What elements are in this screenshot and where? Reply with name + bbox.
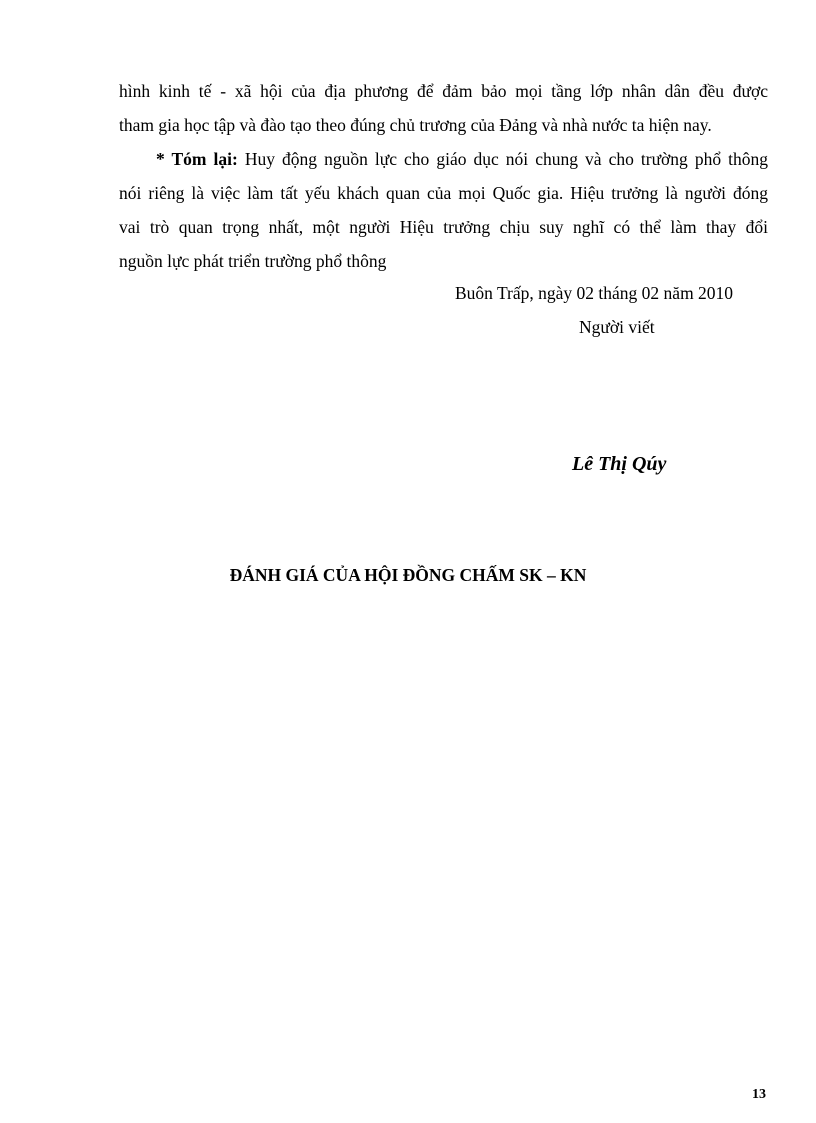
paragraph-first-line — [119, 142, 768, 176]
paragraph-line: hình kinh tế - xã hội của địa phương để đảm bảo mọi tầng lớp nhân dân đều được — [119, 81, 768, 101]
paragraph-line-text: Huy động nguồn lực cho giáo dục nói chung và cho trường phổ thông — [237, 149, 768, 169]
writer-role: Người viết — [579, 317, 655, 337]
paragraph-line: nguồn lực phát triển trường phổ thông — [119, 251, 387, 271]
author-name: Lê Thị Qúy — [572, 453, 667, 475]
page-number: 13 — [752, 1087, 766, 1102]
paragraph-intro — [119, 74, 768, 142]
paragraph-line: nói riêng là việc làm tất yếu khách quan của mọi Quốc gia. Hiệu trưởng là người đóng — [119, 183, 768, 203]
paragraph-line: tham gia học tập và đào tạo theo đúng chủ trương của Đảng và nhà nước ta hiện nay. — [119, 115, 712, 135]
paragraph-summary — [119, 142, 768, 278]
paragraph-line: vai trò quan trọng nhất, một người Hiệu trưởng chịu suy nghĩ có thể làm thay đổi — [119, 217, 768, 237]
evaluation-heading: ĐÁNH GIÁ CỦA HỘI ĐỒNG CHẤM SK – KN — [229, 565, 587, 585]
place-and-date: Buôn Trấp, ngày 02 tháng 02 năm 2010 — [455, 283, 734, 303]
summary-lead-label: * Tóm lại: — [156, 149, 238, 169]
